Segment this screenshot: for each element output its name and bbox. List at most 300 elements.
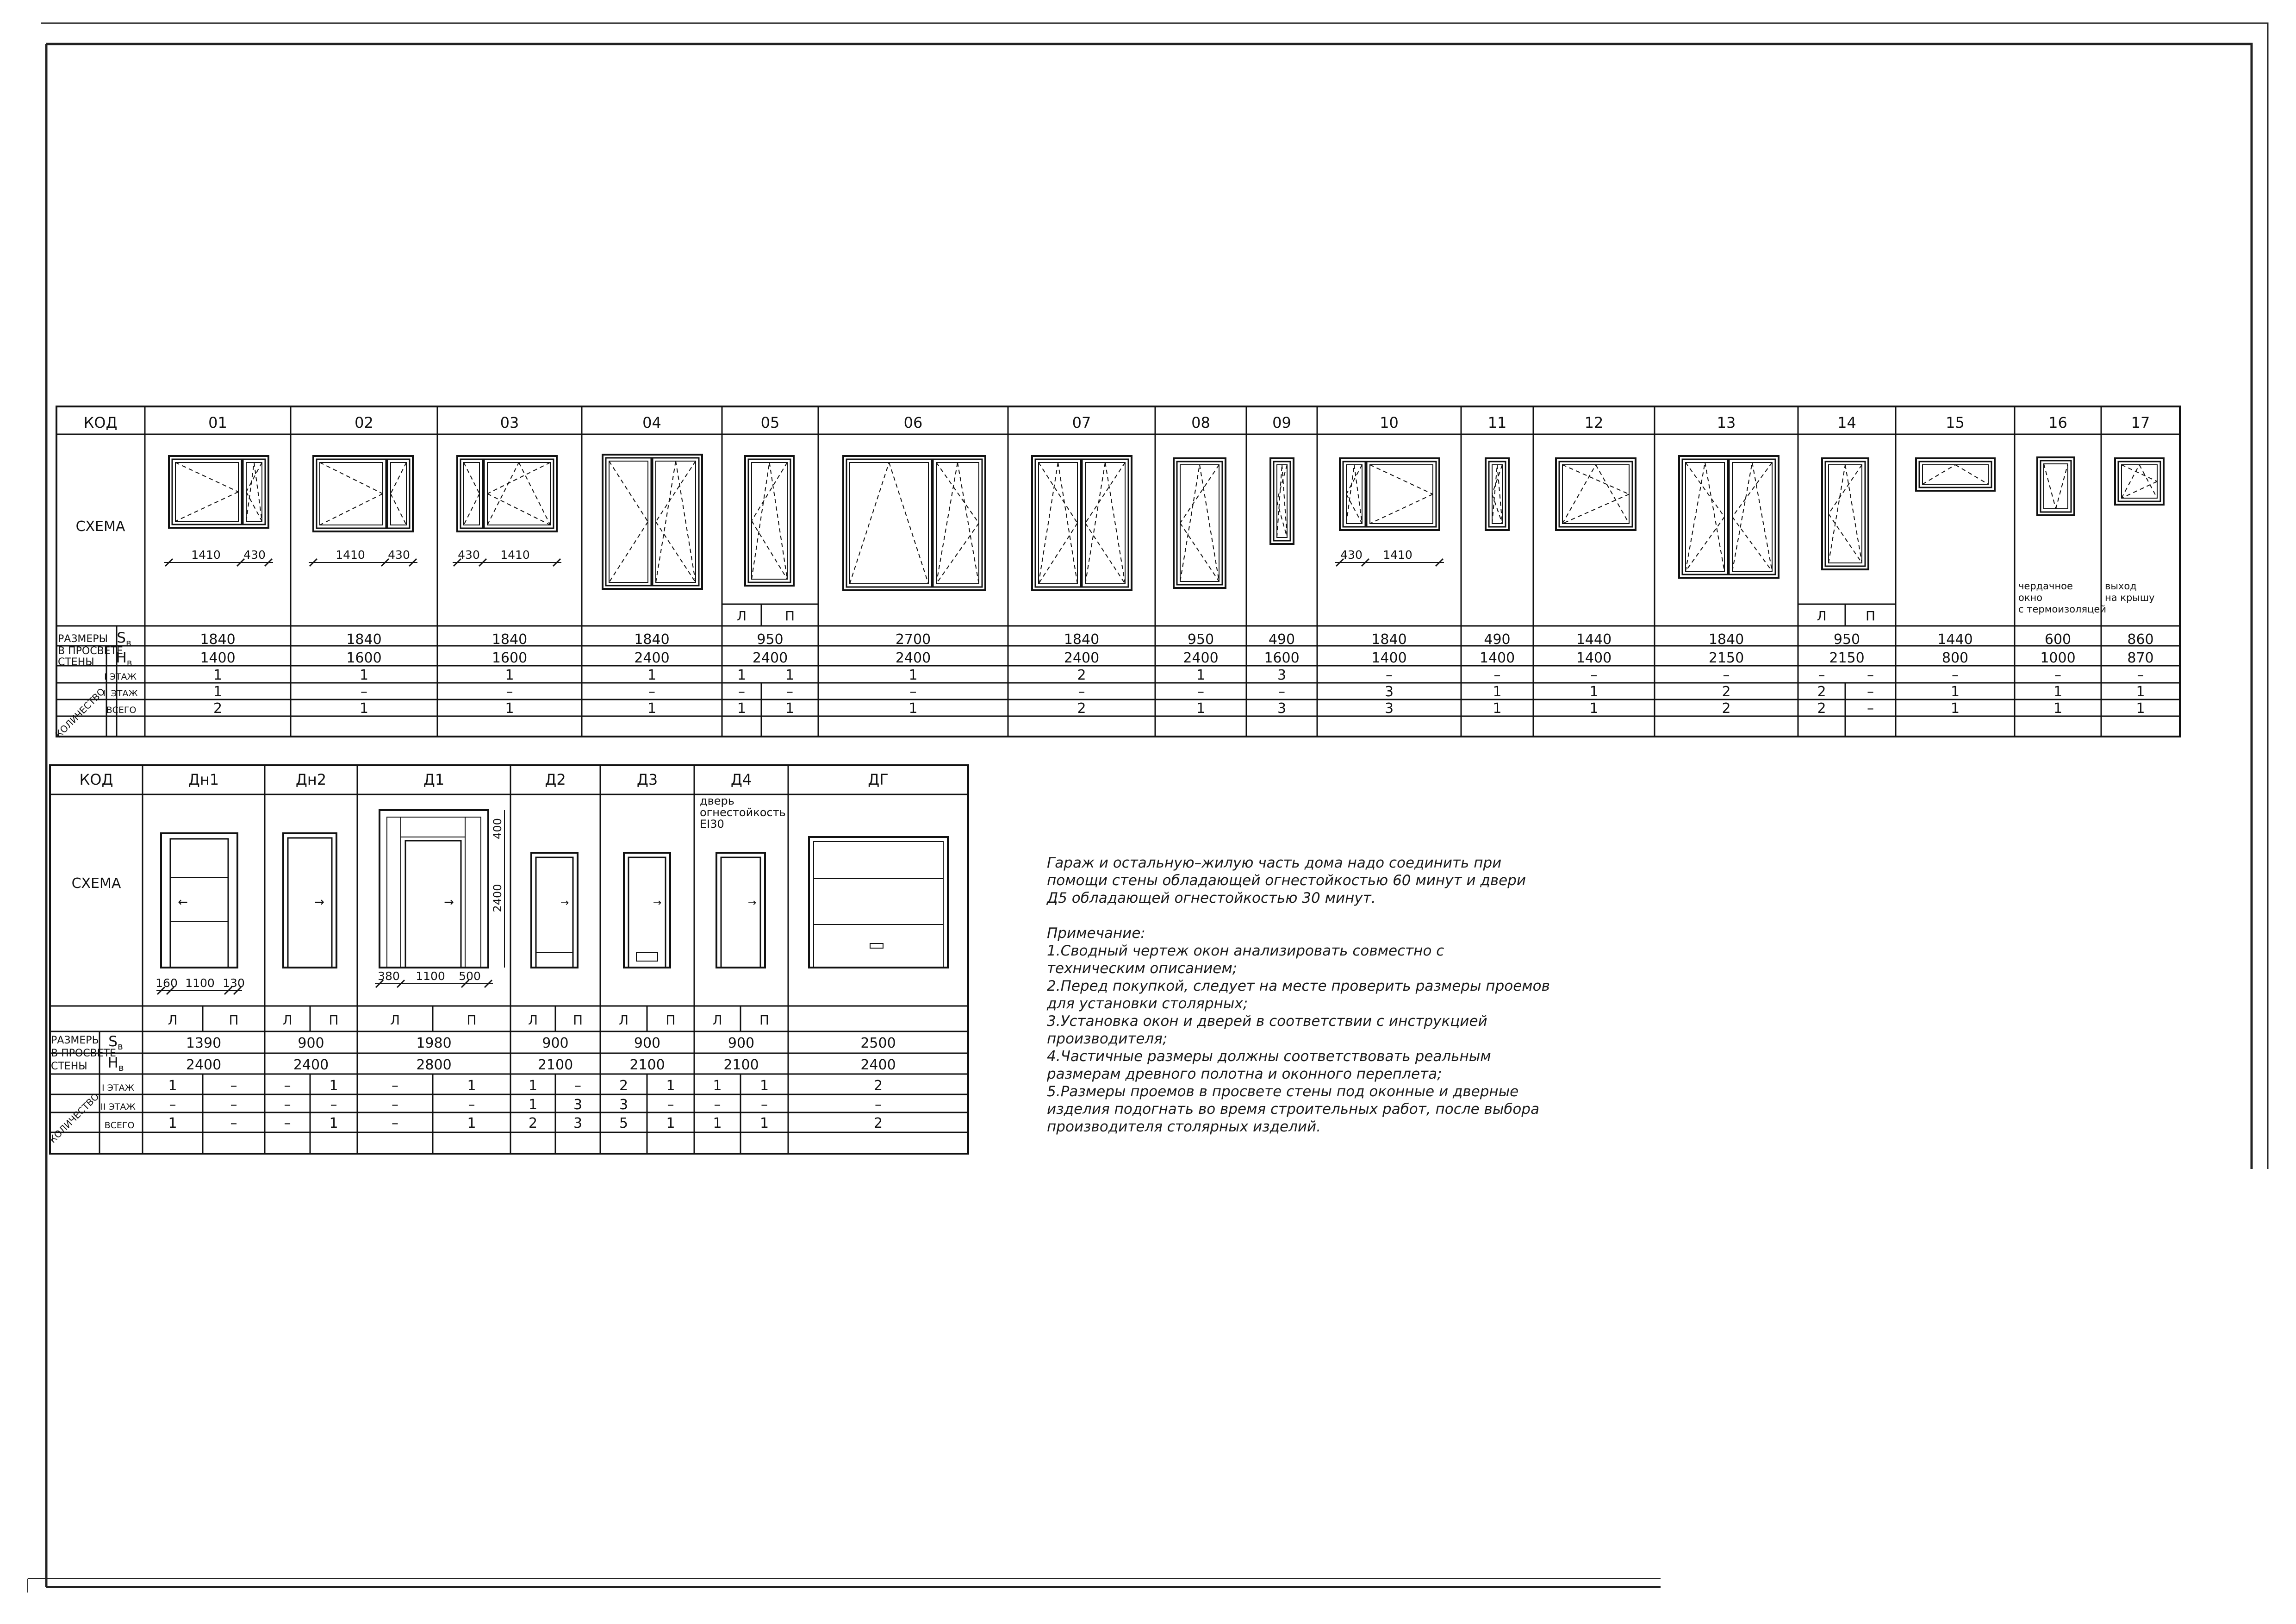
h-symbol: $H_в$ (116, 650, 132, 668)
qty-total: 2 (1077, 700, 1086, 717)
tilt-line (1686, 462, 1705, 571)
door-code: Дн1 (188, 771, 219, 788)
qty-floor2: – (1078, 684, 1085, 700)
window-frame (1174, 458, 1226, 588)
opening-line (1562, 465, 1629, 494)
qty-floor2: 3 (1384, 684, 1394, 700)
dimension-label: 130 (223, 976, 245, 990)
qty-f2: 2 (1817, 684, 1826, 700)
tilt-line (1085, 462, 1105, 584)
quantity-label: КОЛИЧЕСТВО (53, 686, 107, 740)
tilt-line (656, 461, 676, 582)
qty-f2: – (392, 1097, 398, 1113)
notes-block (1047, 854, 1550, 1136)
opening-line (656, 522, 696, 582)
window-column-04 (603, 414, 702, 717)
window-sash (1559, 462, 1632, 527)
code-header: КОД (83, 414, 118, 431)
window-frame (2037, 457, 2074, 515)
opening-line (1346, 465, 1362, 494)
door-scheme (283, 833, 336, 968)
window-sash (2118, 462, 2160, 501)
notes-items (1047, 942, 1550, 1136)
door-column-ДГ (809, 771, 948, 1131)
window-width: 860 (2127, 631, 2154, 648)
tilt-line (1282, 465, 1287, 537)
window-sash (484, 459, 554, 528)
vertical-dimension-label: 400 (491, 818, 504, 839)
window-scheme (1916, 458, 1995, 491)
window-width: 1440 (1576, 631, 1612, 648)
door-width: 900 (728, 1035, 755, 1051)
window-width: 950 (1187, 631, 1214, 648)
qty-total: 1 (1950, 700, 1960, 717)
window-height: 1600 (346, 650, 382, 666)
note-line: производителя столярных изделий. (1047, 1118, 1321, 1135)
opening-line (1039, 523, 1077, 584)
door-frame (161, 833, 237, 968)
scheme-header: СХЕМА (75, 518, 125, 535)
right-label: П (759, 1012, 770, 1028)
note-line: 4.Частичные размеры должны соответствовать реальным (1047, 1048, 1491, 1065)
window-code: 03 (500, 414, 519, 431)
right-label: П (572, 1012, 583, 1028)
tilt-line (958, 462, 979, 584)
window-column-06 (843, 414, 985, 717)
door-width: 900 (542, 1035, 569, 1051)
tilt-line (1346, 465, 1354, 524)
window-column-08 (1174, 414, 1226, 717)
window-column-09 (1264, 414, 1299, 717)
window-sash (317, 459, 386, 528)
opening-line (464, 462, 479, 494)
dimension-label: 160 (156, 976, 178, 990)
qty-floor1: – (1590, 667, 1598, 683)
window-column-07 (1032, 414, 1132, 717)
opening-line (391, 494, 406, 525)
window-column-14 (1817, 414, 1875, 717)
notes-intro (1047, 854, 1550, 907)
opening-line (1180, 523, 1219, 581)
opening-line (1370, 465, 1433, 494)
qty-floor2: 1 (1589, 684, 1599, 700)
qty-floor1: 1 (908, 667, 918, 683)
door-scheme (531, 853, 578, 968)
sheet-frame (28, 23, 2268, 1593)
window-sash-inner (2122, 465, 2157, 498)
door-leaf (628, 857, 666, 968)
qty-tot: 1 (759, 1115, 769, 1131)
window-scheme (745, 456, 794, 586)
window-schedule-table (53, 406, 2180, 740)
window-width: 1840 (1371, 631, 1407, 648)
window-width: 1440 (1937, 631, 1973, 648)
window-column-15 (1916, 414, 1995, 717)
window-scheme (457, 456, 557, 531)
opening-line (1370, 494, 1433, 524)
dimension-label: 1410 (500, 548, 530, 562)
note-line: для установки столярных; (1047, 995, 1248, 1012)
window-sash-inner (1732, 462, 1772, 571)
window-code: 16 (2048, 414, 2067, 431)
dimension-label: 1100 (416, 969, 445, 983)
opening-line (1829, 465, 1862, 514)
window-scheme (313, 456, 413, 531)
window-scheme (1270, 458, 1294, 544)
qty-tot: 1 (467, 1115, 476, 1131)
window-height: 2400 (634, 650, 670, 666)
window-code: 17 (2131, 414, 2150, 431)
door-leaf (536, 857, 573, 968)
qty-f1: – (392, 1078, 398, 1094)
sizes-label: СТЕНЫ (51, 1061, 87, 1072)
sizes-label: СТЕНЫ (58, 656, 94, 668)
window-code: 14 (1837, 414, 1856, 431)
qty-total: 3 (1384, 700, 1394, 717)
tilt-line (2140, 465, 2158, 498)
opening-line (175, 492, 238, 522)
qty-floor2: – (875, 1097, 882, 1113)
qty-f2: – (738, 684, 745, 700)
window-sash (653, 458, 699, 586)
opening-line (1732, 517, 1772, 572)
floor1-label: I ЭТАЖ (104, 672, 137, 682)
window-height: 1600 (492, 650, 528, 666)
qty-floor2: 1 (213, 684, 223, 700)
right-label: П (666, 1012, 676, 1028)
qty-floor2: – (648, 684, 655, 700)
qty-floor1: 3 (1277, 667, 1287, 683)
door-handle-icon: → (314, 895, 324, 909)
note-line: 5.Размеры проемов в просвете стены под оконные и дверные (1047, 1083, 1519, 1100)
qty-total: 2 (213, 700, 223, 717)
window-sash-inner (850, 462, 928, 584)
door-leaf (288, 838, 332, 968)
qty-floor2: 1 (1493, 684, 1502, 700)
qty-total: 1 (359, 700, 369, 717)
window-sash (748, 459, 790, 582)
door-width: 1980 (416, 1035, 452, 1051)
window-column-17 (2105, 414, 2164, 717)
tilt-line (1705, 462, 1724, 571)
window-code: 05 (760, 414, 780, 431)
opening-line (1180, 465, 1219, 523)
tilt-line (254, 462, 262, 521)
window-sash-inner (1180, 465, 1219, 581)
qty-f1: 1 (528, 1078, 538, 1094)
qty-floor2: – (909, 684, 917, 700)
window-sash (933, 459, 982, 587)
h-symbol: $H_в$ (107, 1055, 124, 1073)
qty-f1: 1 (329, 1078, 338, 1094)
window-frame (1340, 458, 1439, 530)
window-sash-inner (1277, 465, 1287, 537)
window-code: 11 (1487, 414, 1507, 431)
opening-line (752, 521, 787, 579)
window-sash-inner (1686, 462, 1724, 571)
qty-floor1: – (2137, 667, 2144, 683)
opening-line (487, 462, 550, 494)
door-caption: EI30 (700, 818, 724, 831)
qty-f1: – (1818, 667, 1825, 683)
window-width: 490 (1484, 631, 1511, 648)
opening-line (656, 461, 696, 522)
tilt-line (936, 462, 958, 584)
qty-tot: 1 (329, 1115, 338, 1131)
window-sash (1825, 462, 1865, 566)
right-label: П (784, 608, 795, 624)
door-leaf (721, 857, 760, 968)
window-sash (846, 459, 932, 587)
dimension-label: 1410 (191, 548, 221, 562)
left-label: Л (712, 1012, 722, 1028)
tilt-line (1277, 465, 1282, 537)
qty-f2: – (714, 1097, 721, 1113)
tilt-line (1492, 465, 1497, 524)
note-line: техническим описанием; (1047, 960, 1238, 977)
window-code: 01 (208, 414, 227, 431)
note-line: 3.Установка окон и дверей в соответствии с инструкцией (1047, 1013, 1487, 1030)
window-sash-inner (1923, 465, 1988, 484)
scheme-header: СХЕМА (71, 875, 121, 892)
window-sash (1274, 462, 1290, 541)
opening-line (1085, 462, 1125, 523)
opening-line (175, 462, 238, 492)
qty-total: 1 (647, 700, 657, 717)
opening-line (609, 461, 648, 522)
window-column-03 (453, 414, 561, 717)
opening-line (1039, 462, 1077, 523)
window-frame (457, 456, 557, 531)
total-label: ВСЕГО (106, 705, 137, 715)
window-height: 2400 (895, 650, 931, 666)
qty-floor1: – (1723, 667, 1730, 683)
left-label: Л (390, 1012, 400, 1028)
qty-floor2: 1 (1950, 684, 1960, 700)
floor2-label: II ЭТАЖ (100, 1102, 136, 1112)
door-scheme (809, 837, 948, 968)
door-handle-icon: → (653, 897, 662, 909)
window-width: 1840 (634, 631, 670, 648)
qty-floor2: 1 (2136, 684, 2145, 700)
window-width: 2700 (895, 631, 931, 648)
window-scheme (1556, 458, 1636, 530)
window-column-13 (1679, 414, 1779, 717)
tilt-line (2056, 464, 2068, 509)
window-width: 1840 (200, 631, 236, 648)
dimension-label: 380 (378, 969, 400, 983)
qty-tot: 1 (737, 700, 747, 717)
tilt-line (1732, 462, 1752, 571)
note-line: Гараж и остальную–жилую часть дома надо соединить при (1047, 855, 1502, 871)
window-sash (1682, 459, 1728, 575)
opening-line (1732, 462, 1772, 517)
door-caption: огнестойкость (700, 806, 786, 819)
qty-total: 1 (1589, 700, 1599, 717)
tilt-line (752, 462, 770, 579)
window-frame (1556, 458, 1636, 530)
qty-floor1: 1 (647, 667, 657, 683)
window-column-12 (1556, 414, 1636, 717)
window-sash (1177, 462, 1222, 585)
qty-floor1: – (1386, 667, 1393, 683)
dimension-label: 430 (458, 548, 480, 562)
dimension-label: 430 (243, 548, 266, 562)
dimension-label: 1100 (185, 976, 215, 990)
window-width: 1840 (346, 631, 382, 648)
door-code: ДГ (868, 771, 889, 788)
qty-tot: 5 (619, 1115, 628, 1131)
qty-tot: 2 (1817, 700, 1826, 717)
left-label: Л (1817, 608, 1827, 624)
qty-f1: 1 (759, 1078, 769, 1094)
window-sash-inner (936, 462, 979, 584)
qty-floor1: – (2054, 667, 2061, 683)
left-label: Л (168, 1012, 178, 1028)
window-sash-inner (175, 462, 238, 521)
window-scheme (1822, 458, 1868, 569)
code-header: КОД (79, 771, 113, 788)
door-handle-icon: → (560, 897, 569, 909)
qty-floor2: – (1278, 684, 1285, 700)
window-code: 02 (355, 414, 373, 431)
window-sash-inner (1085, 462, 1125, 584)
window-sash-inner (1039, 462, 1077, 584)
tilt-line (1923, 465, 1955, 484)
door-handle-icon: → (444, 895, 454, 909)
window-height: 870 (2127, 650, 2154, 666)
qty-f1: 1 (168, 1078, 177, 1094)
door-scheme (716, 853, 765, 968)
window-height: 2150 (1829, 650, 1865, 666)
qty-floor1: 1 (213, 667, 223, 683)
qty-total: 1 (505, 700, 514, 717)
left-label: Л (282, 1012, 292, 1028)
notes-heading: Примечание: (1047, 925, 1145, 942)
tilt-line (850, 462, 889, 584)
window-sash (1489, 462, 1506, 527)
window-scheme (2115, 458, 2164, 505)
qty-f2: – (761, 1097, 768, 1113)
window-code: 06 (903, 414, 923, 431)
qty-f2: – (169, 1097, 176, 1113)
opening-line (1686, 462, 1724, 517)
floor1-label: I ЭТАЖ (102, 1083, 134, 1093)
window-scheme (1032, 456, 1132, 590)
qty-total: 1 (1196, 700, 1206, 717)
window-code: 12 (1584, 414, 1604, 431)
door-height: 2400 (293, 1057, 329, 1073)
qty-total: 1 (2053, 700, 2063, 717)
tilt-line (676, 461, 696, 582)
window-scheme (1174, 458, 1226, 588)
window-sash-inner (320, 462, 383, 525)
window-column-16 (2018, 414, 2106, 717)
s-symbol: $S_в$ (117, 630, 131, 648)
window-height: 2400 (752, 650, 788, 666)
qty-floor1: 1 (1196, 667, 1206, 683)
qty-floor2: – (361, 684, 367, 700)
window-scheme (1679, 456, 1779, 578)
qty-floor2: 1 (2053, 684, 2063, 700)
opening-line (752, 462, 787, 521)
door-code: Д2 (545, 771, 566, 788)
window-width: 950 (1833, 631, 1860, 648)
qty-total: 1 (908, 700, 918, 717)
tilt-line (1845, 465, 1862, 563)
qty-f1: 1 (666, 1078, 675, 1094)
qty-total: 2 (873, 1115, 883, 1131)
window-sash (1082, 459, 1128, 587)
tilt-line (1955, 465, 1988, 484)
note-line: размерам древного полотна и оконного переплета; (1047, 1066, 1442, 1082)
window-sash-inner (464, 462, 479, 525)
window-frame (1916, 458, 1995, 491)
tilt-line (519, 462, 550, 525)
qty-tot: 1 (168, 1115, 177, 1131)
window-sash (1729, 459, 1775, 575)
tilt-line (2122, 465, 2140, 498)
qty-f1: 1 (713, 1078, 722, 1094)
window-caption: с термоизоляцей (2018, 604, 2106, 615)
opening-line (320, 462, 383, 494)
tilt-line (1354, 465, 1362, 524)
left-label: Л (736, 608, 747, 624)
door-scheme (624, 853, 670, 968)
s-symbol: $S_в$ (108, 1033, 123, 1052)
window-height: 1400 (200, 650, 236, 666)
door-width: 900 (298, 1035, 324, 1051)
floor2-label: II ЭТАЖ (103, 688, 138, 699)
qty-floor1: 2 (1077, 667, 1086, 683)
window-scheme (1340, 458, 1439, 530)
window-code: 04 (642, 414, 661, 431)
qty-f2: – (667, 1097, 674, 1113)
garage-door-leaf (814, 842, 943, 968)
tilt-line (1596, 465, 1629, 524)
window-sash (1035, 459, 1081, 587)
dimension-label: 1410 (1383, 548, 1412, 562)
note-line: производителя; (1047, 1031, 1168, 1047)
window-code: 08 (1191, 414, 1210, 431)
qty-floor2: – (506, 684, 513, 700)
right-label: П (1865, 608, 1876, 624)
window-sash (1919, 462, 1991, 487)
qty-tot: – (1867, 700, 1874, 717)
window-scheme (2037, 457, 2074, 515)
qty-total: 2 (1722, 700, 1731, 717)
window-frame (313, 456, 413, 531)
tilt-line (1829, 465, 1845, 563)
garage-handle (870, 943, 883, 948)
window-sash (172, 459, 242, 525)
qty-tot: – (392, 1115, 398, 1131)
table-border (50, 765, 968, 1154)
qty-f1: 1 (467, 1078, 476, 1094)
opening-line (936, 462, 979, 523)
qty-floor2: 2 (1722, 684, 1731, 700)
qty-f2: – (1867, 684, 1874, 700)
dimension-label: 430 (1340, 548, 1363, 562)
qty-f2: – (468, 1097, 475, 1113)
qty-floor1: 1 (359, 667, 369, 683)
door-height: 2100 (537, 1057, 573, 1073)
window-width: 950 (757, 631, 784, 648)
door-code: Д1 (423, 771, 445, 788)
door-frame (283, 833, 336, 968)
tilt-line (1497, 465, 1502, 524)
window-column-05 (737, 414, 795, 717)
